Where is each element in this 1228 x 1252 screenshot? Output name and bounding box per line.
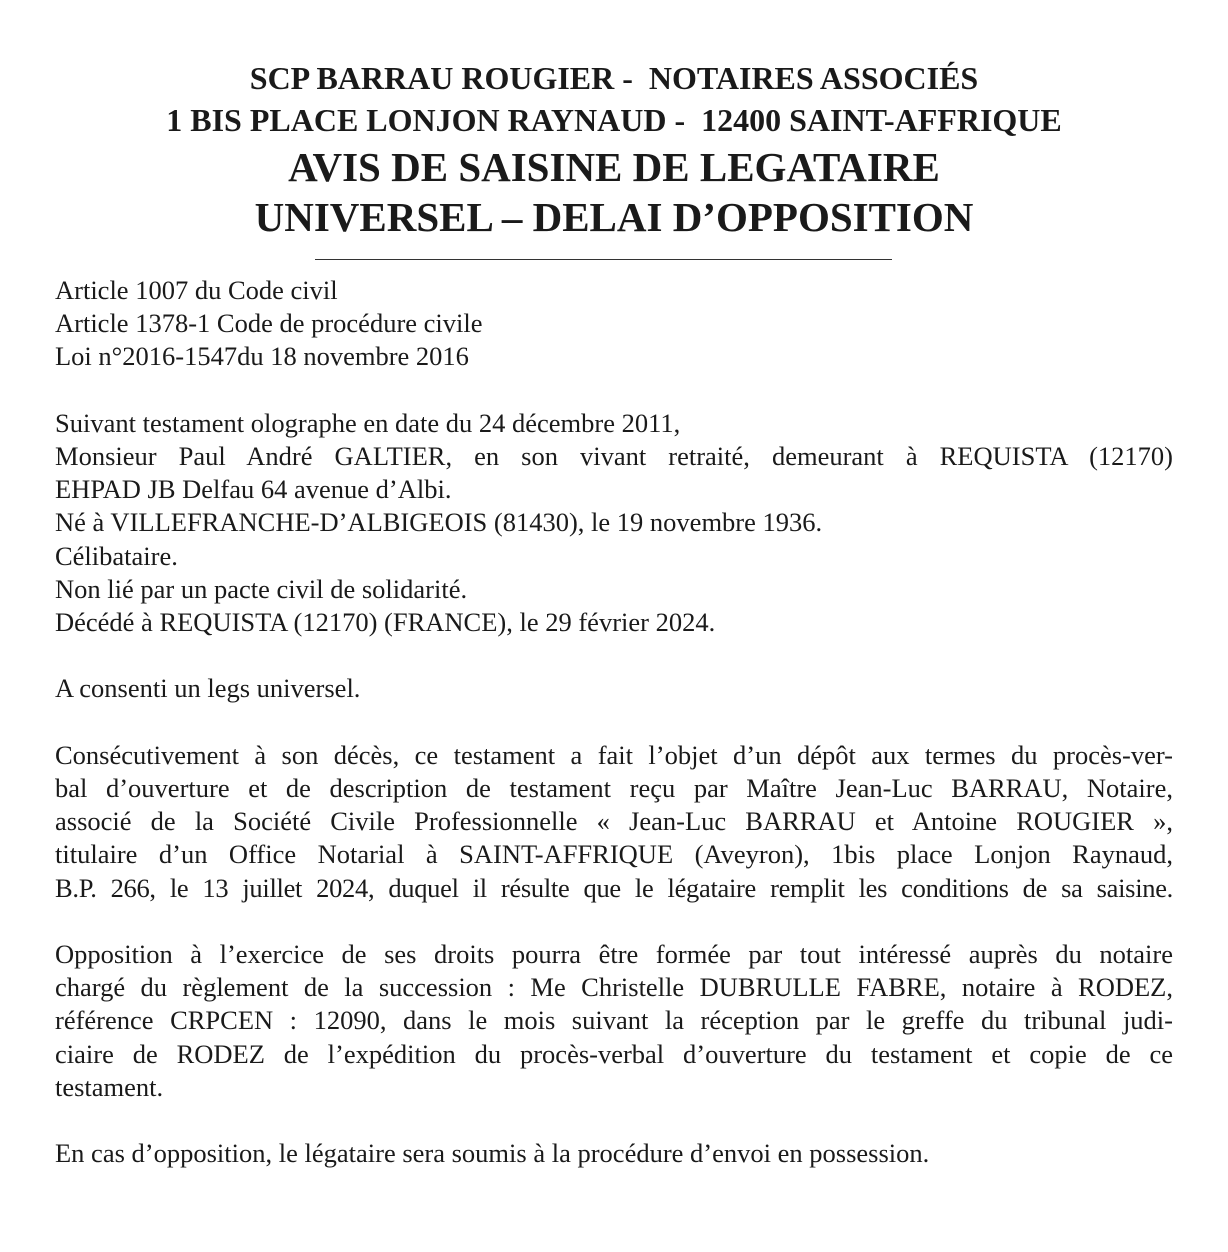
depot-line: B.P. 266, le 13 juillet 2024, duquel il résulte que le légataire remplit les conditions de sa saisine. — [55, 872, 1173, 903]
reference-line: Article 1378-1 Code de procédure civile — [55, 308, 483, 339]
testament-details — [55, 407, 1173, 639]
notice-title-line2: UNIVERSEL – DELAI D’OPPOSITION — [254, 194, 974, 240]
depot-paragraph — [55, 739, 1173, 905]
testament-line: Célibataire. — [55, 540, 178, 571]
title-divider — [315, 259, 892, 260]
testament-line: Décédé à REQUISTA (12170) (FRANCE), le 29 février 2024. — [55, 607, 716, 638]
conclusion: En cas d’opposition, le légataire sera soumis à la procédure d’envoi en possession. — [55, 1138, 930, 1169]
notice-title-line1: AVIS DE SAISINE DE LEGATAIRE — [288, 144, 940, 190]
testament-line: Non lié par un pacte civil de solidarité. — [55, 573, 468, 604]
notary-firm-name: SCP BARRAU ROUGIER - NOTAIRES ASSOCIÉS — [249, 60, 979, 96]
legs-statement: A consenti un legs universel. — [55, 673, 361, 704]
opposition-line: ciaire de RODEZ de l’expédition du procès-verbal d’ouverture du testament et copie de ce — [55, 1038, 1173, 1069]
opposition-line: Opposition à l’exercice de ses droits pourra être formée par tout intéressé auprès du notaire — [55, 939, 1173, 969]
testament-line: EHPAD JB Delfau 64 avenue d’Albi. — [55, 474, 452, 505]
opposition-line: chargé du règlement de la succession : Me Christelle DUBRULLE FABRE, notaire à RODEZ, — [55, 972, 1173, 1003]
notary-address: 1 BIS PLACE LONJON RAYNAUD - 12400 SAINT-AFFRIQUE — [166, 102, 1062, 138]
opposition-line: référence CRPCEN : 12090, dans le mois suivant la réception par le greffe du tribunal judi- — [55, 1005, 1173, 1036]
depot-line: bal d’ouverture et de description de testament reçu par Maître Jean-Luc BARRAU, Notaire, — [55, 773, 1173, 803]
testament-line: Suivant testament olographe en date du 24 décembre 2011, — [55, 407, 681, 438]
opposition-line: testament. — [55, 1071, 164, 1102]
depot-line: Consécutivement à son décès, ce testament a fait l’objet d’un dépôt aux termes du procès-ver- — [55, 739, 1173, 770]
legal-references — [55, 274, 1173, 374]
opposition-paragraph — [55, 938, 1173, 1104]
notice-body — [55, 274, 1173, 1170]
reference-line: Loi n°2016-1547du 18 novembre 2016 — [55, 341, 469, 372]
depot-line: titulaire d’un Office Notarial à SAINT-AFFRIQUE (Aveyron), 1bis place Lonjon Raynaud, — [55, 839, 1173, 870]
testament-line: Né à VILLEFRANCHE-D’ALBIGEOIS (81430), le 19 novembre 1936. — [55, 507, 823, 538]
reference-line: Article 1007 du Code civil — [55, 275, 338, 305]
depot-line: associé de la Société Civile Professionnelle « Jean-Luc BARRAU et Antoine ROUGIER », — [55, 806, 1173, 837]
testament-line: Monsieur Paul André GALTIER, en son vivant retraité, demeurant à REQUISTA (12170) — [55, 441, 1173, 471]
